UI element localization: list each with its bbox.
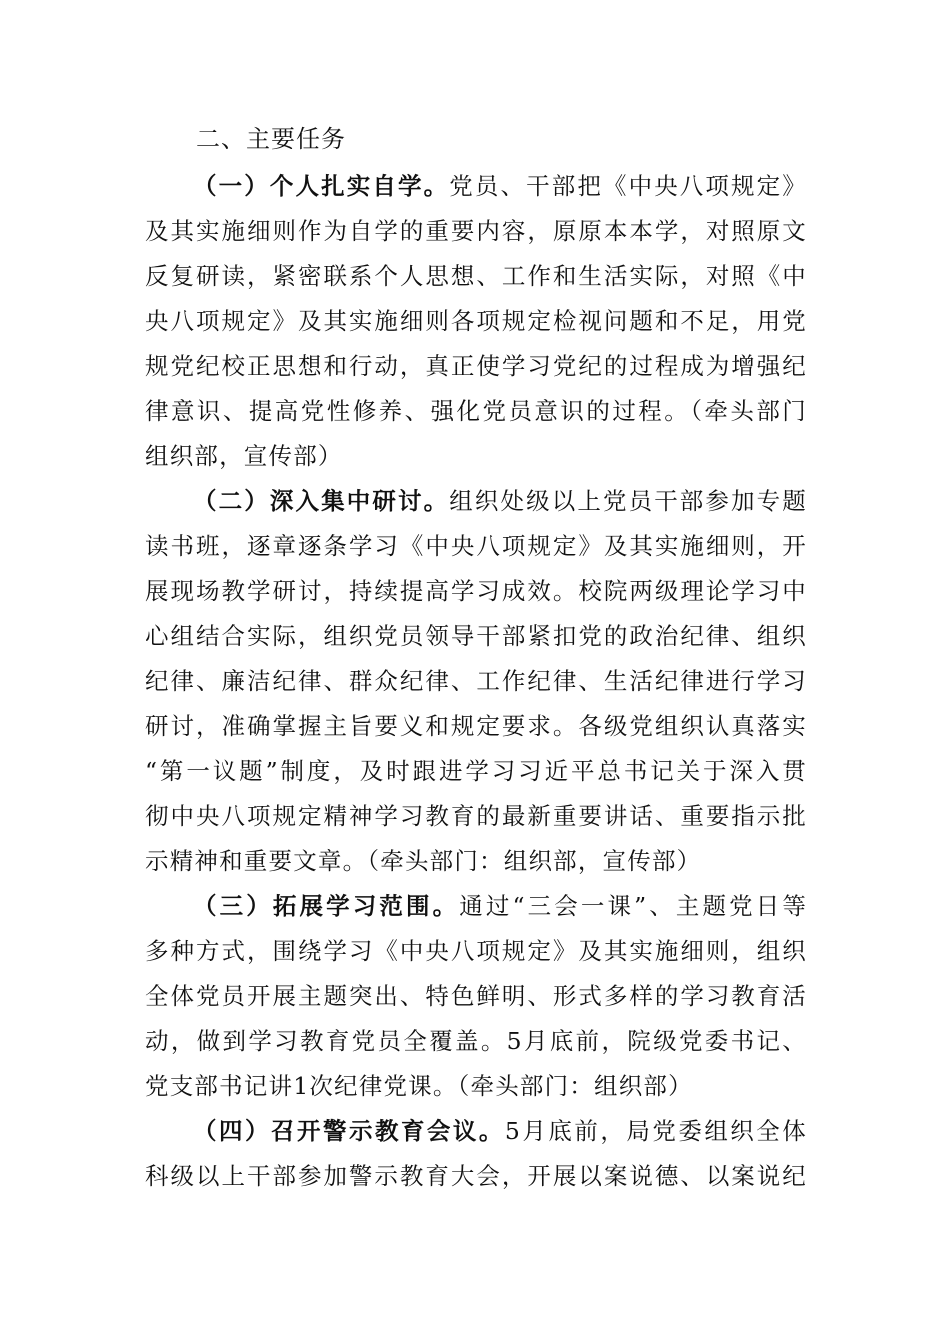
- paragraph-title: （一）个人扎实自学。: [193, 172, 450, 200]
- text-line: 展现场教学研讨，持续提高学习成效。校院两级理论学习中: [145, 577, 807, 605]
- text-line: 律意识、提高党性修养、强化党员意识的过程。（牵头部门: [145, 397, 807, 425]
- paragraph-title: （四）召开警示教育会议。: [193, 1117, 505, 1145]
- paragraph-title: （三）拓展学习范围。: [193, 892, 460, 920]
- paragraph-first-line: [193, 484, 807, 518]
- paragraph-title: （二）深入集中研讨。: [193, 487, 450, 515]
- text-line: 及其实施细则作为自学的重要内容，原原本本学，对照原文: [145, 217, 807, 245]
- text-line: 纪律、廉洁纪律、群众纪律、工作纪律、生活纪律进行学习: [145, 667, 807, 695]
- text-line: 党支部书记讲1次纪律党课。（牵头部门：组织部）: [145, 1072, 693, 1100]
- text-line: 5月底前，局党委组织全体: [504, 1117, 807, 1145]
- text-line: 多种方式，围绕学习《中央八项规定》及其实施细则，组织: [145, 937, 807, 965]
- paragraph-first-line: [193, 1114, 807, 1148]
- section-heading: 二、主要任务: [196, 125, 346, 153]
- text-line: 规党纪校正思想和行动，真正使学习党纪的过程成为增强纪: [145, 352, 807, 380]
- text-line: 动，做到学习教育党员全覆盖。5月底前，院级党委书记、: [145, 1027, 807, 1055]
- text-line: 反复研读，紧密联系个人思想、工作和生活实际，对照《中: [145, 262, 807, 290]
- text-line: 组织处级以上党员干部参加专题: [449, 487, 807, 515]
- text-line: 央八项规定》及其实施细则各项规定检视问题和不足，用党: [145, 307, 807, 335]
- text-line: 研讨，准确掌握主旨要义和规定要求。各级党组织认真落实: [145, 712, 807, 740]
- text-line: 彻中央八项规定精神学习教育的最新重要讲话、重要指示批: [145, 802, 807, 830]
- paragraph-first-line: [193, 889, 807, 923]
- text-line: 读书班，逐章逐条学习《中央八项规定》及其实施细则，开: [145, 532, 807, 560]
- text-line: 全体党员开展主题突出、特色鲜明、形式多样的学习教育活: [145, 982, 807, 1010]
- text-line: 示精神和重要文章。（牵头部门：组织部，宣传部）: [145, 847, 702, 875]
- text-line: 科级以上干部参加警示教育大会，开展以案说德、以案说纪: [145, 1162, 807, 1190]
- text-line: 心组结合实际，组织党员领导干部紧扣党的政治纪律、组织: [145, 622, 807, 650]
- text-line: “第一议题”制度，及时跟进学习习近平总书记关于深入贯: [145, 757, 807, 785]
- text-line: 党员、干部把《中央八项规定》: [449, 172, 807, 200]
- text-line: 组织部，宣传部）: [145, 442, 343, 470]
- text-line: 通过“三会一课”、主题党日等: [459, 892, 808, 920]
- paragraph-first-line: [193, 169, 807, 203]
